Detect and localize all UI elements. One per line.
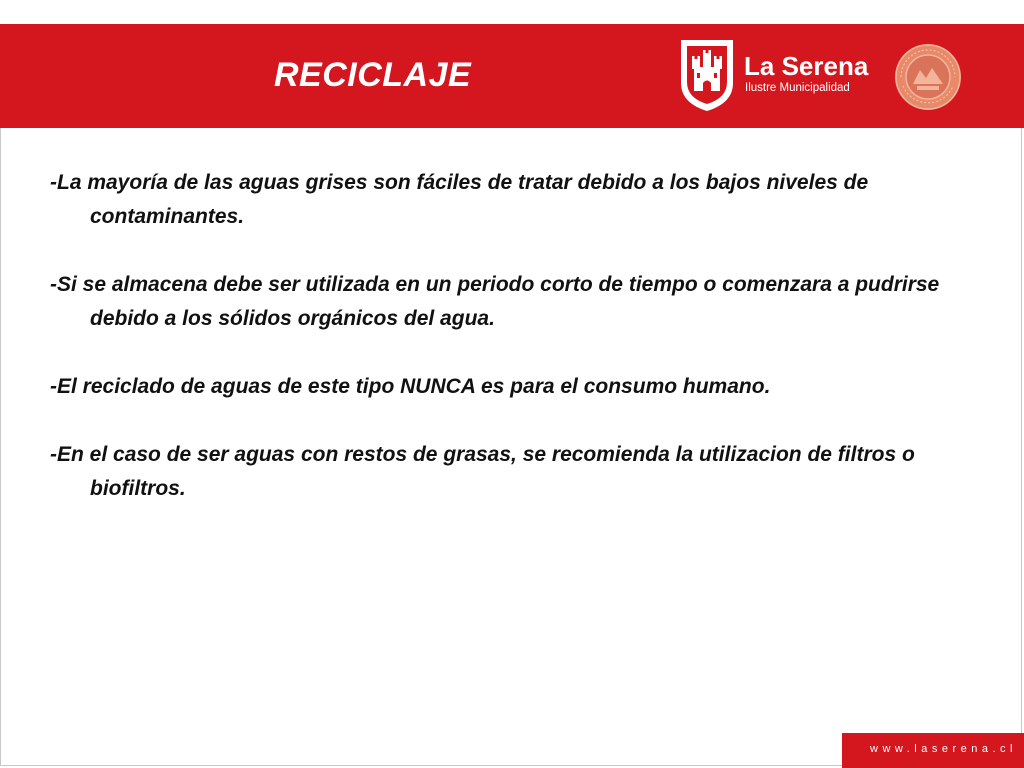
slide-title: RECICLAJE (274, 56, 472, 94)
slide-content (50, 166, 980, 540)
bullet-paragraph-3: -El reciclado de aguas de este tipo NUNCA es para el consumo humano. (50, 375, 771, 398)
footer-url: www.laserena.cl (870, 743, 1017, 755)
top-band (0, 0, 1024, 24)
bullet-paragraph-2: -Si se almacena debe ser utilizada en un periodo corto de tiempo o comenzara a pudrirse debido a los sólidos orgánicos del agua. (50, 273, 940, 330)
castle-shield-icon (678, 37, 736, 113)
logo-name: La Serena (744, 51, 869, 81)
bullet-paragraph-1: -La mayoría de las aguas grises son fáciles de tratar debido a los bajos niveles de contaminantes. (50, 171, 869, 228)
logo-subtitle: Ilustre Municipalidad (745, 82, 850, 94)
municipal-seal-icon (893, 42, 963, 112)
la-serena-logo (678, 37, 874, 113)
bullet-paragraph-4: -En el caso de ser aguas con restos de grasas, se recomienda la utilizacion de filtros o biofiltros. (50, 443, 915, 500)
